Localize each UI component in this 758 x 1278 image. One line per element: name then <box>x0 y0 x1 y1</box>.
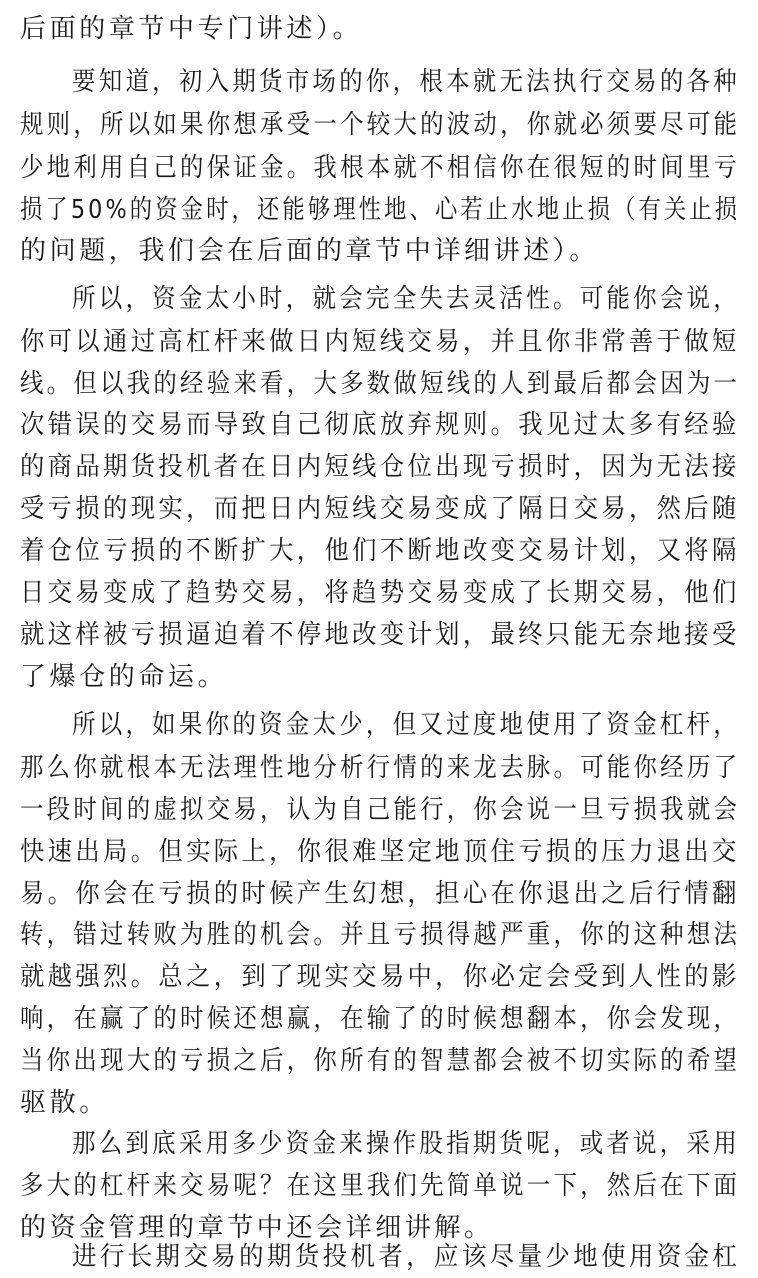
text-line: 多大的杠杆来交易呢？在这里我们先简单说一下，然后在下面 <box>20 1171 741 1201</box>
text-line: 的资金管理的章节中还会详细讲解。 <box>20 1213 494 1243</box>
text-line: 要知道，初入期货市场的你，根本就无法执行交易的各种 <box>72 67 741 97</box>
text-line: 就这样被亏损逼迫着不停地改变计划，最终只能无奈地接受 <box>20 620 740 650</box>
text-line: 少地利用自己的保证金。我根本就不相信你在很短的时间里亏 <box>20 153 741 183</box>
text-line: 后面的章节中专门讲述）。 <box>20 14 363 44</box>
text-line: 规则，所以如果你想承受一个较大的波动，你就必须要尽可能 <box>20 110 741 140</box>
text-line: 所以，资金太小时，就会完全失去灵活性。可能你会说， <box>72 284 741 314</box>
text-line: 了爆仓的命运。 <box>20 662 228 692</box>
text-line: 的商品期货投机者在日内短线仓位出现亏损时，因为无法接 <box>20 452 740 482</box>
text-line: 受亏损的现实，而把日内短线交易变成了隔日交易，然后随 <box>20 494 740 524</box>
text-line: 驱散。 <box>20 1088 109 1118</box>
text-line: 易。你会在亏损的时候产生幻想，担心在你退出之后行情翻 <box>20 879 740 909</box>
text-line: 快速出局。但实际上，你很难坚定地顶住亏损的压力退出交 <box>20 837 740 867</box>
text-line: 一段时间的虚拟交易，认为自己能行，你会说一旦亏损我就会 <box>20 795 741 825</box>
text-line: 当你出现大的亏损之后，你所有的智慧都会被不切实际的希望 <box>20 1046 741 1076</box>
text-line: 响，在赢了的时候还想赢，在输了的时候想翻本，你会发现， <box>20 1004 741 1034</box>
text-line: 那么到底采用多少资金来操作股指期货呢，或者说，采用 <box>72 1129 741 1159</box>
text-line: 那么你就根本无法理性地分析行情的来龙去脉。可能你经历了 <box>20 753 741 783</box>
text-line: 转，错过转败为胜的机会。并且亏损得越严重，你的这种想法 <box>20 920 741 950</box>
text-line: 线。但以我的经验来看，大多数做短线的人到最后都会因为一 <box>20 369 741 399</box>
text-line: 损了50%的资金时，还能够理性地、心若止水地止损（有关止损 <box>20 195 741 225</box>
text-line: 所以，如果你的资金太少，但又过度地使用了资金杠杆， <box>72 710 741 740</box>
text-line: 着仓位亏损的不断扩大，他们不断地改变交易计划，又将隔 <box>20 536 740 566</box>
text-line: 就越强烈。总之，到了现实交易中，你必定会受到人性的影 <box>20 962 740 992</box>
text-line: 次错误的交易而导致自己彻底放弃规则。我见过太多有经验 <box>20 410 740 440</box>
text-line: 日交易变成了趋势交易，将趋势交易变成了长期交易，他们 <box>20 578 740 608</box>
text-line: 你可以通过高杠杆来做日内短线交易，并且你非常善于做短 <box>20 327 740 357</box>
text-line: 的问题，我们会在后面的章节中详细讲述）。 <box>20 236 600 266</box>
text-line: 进行长期交易的期货投机者，应该尽量少地使用资金杠 <box>72 1242 741 1272</box>
